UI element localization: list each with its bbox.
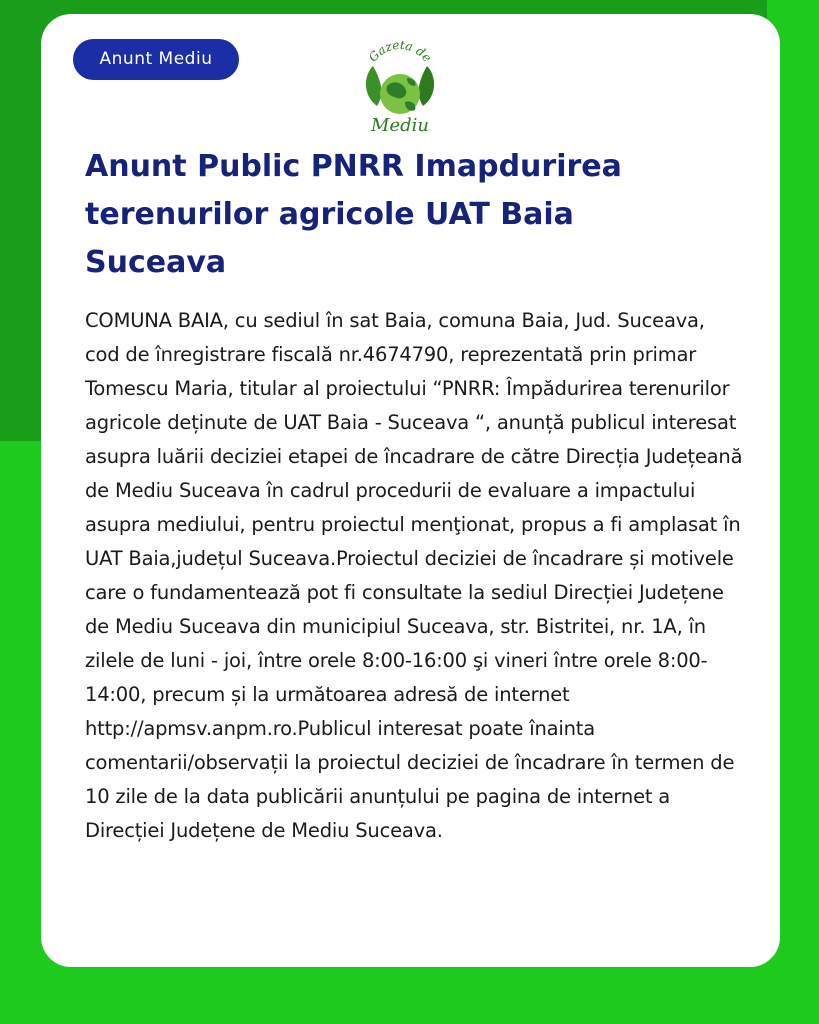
article-title: Anunt Public PNRR Imapdurirea terenurilor agricole UAT Baia Suceava bbox=[85, 149, 622, 280]
gazeta-de-mediu-logo bbox=[355, 36, 445, 136]
article-body: COMUNA BAIA, cu sediul în sat Baia, comuna Baia, Jud. Suceava, cod de înregistrare fiscală nr.4674790, reprezentată prin primar Tomescu Maria, titular al proiectului “PNRR: Împădurirea terenurilor agricole deținute de UAT Baia - Suceava “, anunță publicul interesat asupra luării deciziei etapei de încadrare de către Direcția Județeană de Mediu Suceava în cadrul procedurii de evaluare a impactului asupra mediului, pentru proiectul menţionat, propus a fi amplasat în UAT Baia,județul Suceava.Proiectul deciziei de încadrare și motivele care o fundamentează pot fi consultate la sediul Direcției Județene de Mediu Suceava din municipiul Suceava, str. Bistritei, nr. 1A, în zilele de luni - joi, între orele 8:00-16:00 şi vineri între orele 8:00-14:00, precum și la următoarea adresă de internet http://apmsv.anpm.ro.Publicul interesat poate înainta comentarii/observații la proiectul deciziei de încadrare în termen de 10 zile de la data publicării anunțului pe pagina de internet a Direcției Județene de Mediu Suceava. bbox=[85, 309, 743, 842]
category-badge[interactable]: Anunt Mediu bbox=[73, 39, 239, 80]
announcement-card bbox=[41, 14, 780, 967]
logo-text-top: Gazeta de bbox=[365, 37, 435, 65]
logo-text-bottom: Mediu bbox=[371, 115, 429, 136]
globe-leaf-icon bbox=[355, 36, 445, 136]
svg-text:Gazeta de bbox=[366, 38, 434, 65]
